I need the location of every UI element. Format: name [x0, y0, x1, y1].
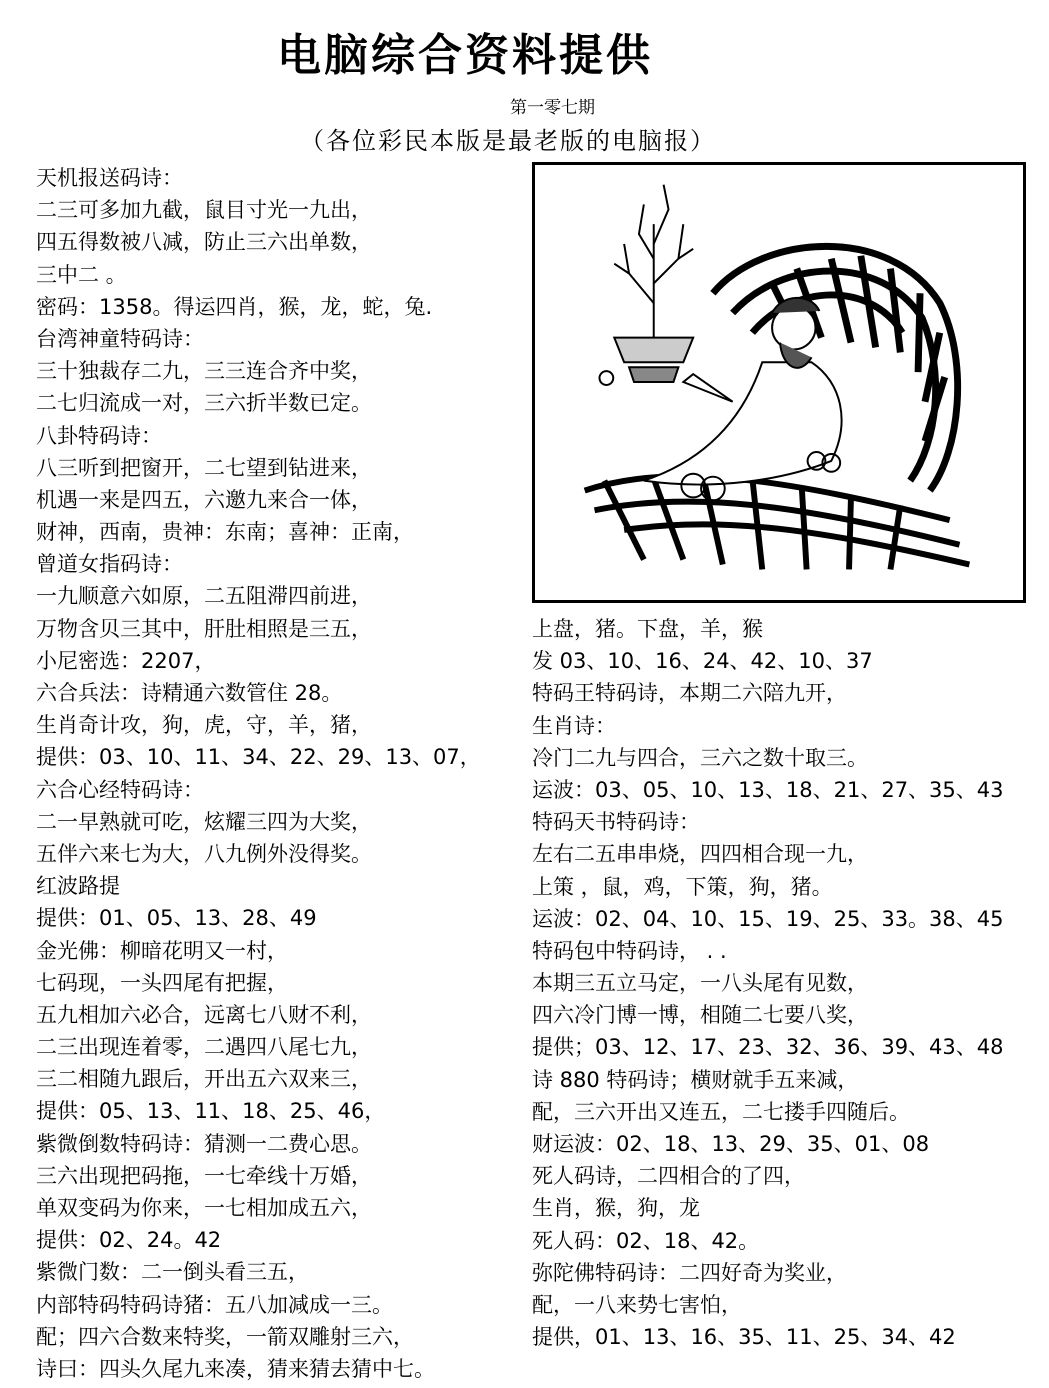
text-line: 生肖诗： — [532, 713, 616, 738]
sage-illustration — [532, 162, 1026, 603]
text-line: 冷门二九与四合，三六之数十取三。 — [532, 745, 868, 770]
text-line: 三二相随九跟后，开出五六双来三， — [36, 1067, 372, 1092]
text-line: 诗曰：四头久尾九来凑，猜来猜去猜中七。 — [36, 1356, 435, 1381]
text-line: 金光佛：柳暗花明又一村， — [36, 938, 288, 963]
text-line: 提供；03、12、17、23、32、36、39、43、48 — [532, 1035, 1004, 1060]
text-line: 红波路提 — [36, 874, 120, 899]
text-line: 提供：02、24。42 — [36, 1228, 222, 1253]
text-line: 二三可多加九截，鼠目寸光一九出， — [36, 198, 372, 223]
subtitle: （各位彩民本版是最老版的电脑报） — [300, 127, 716, 155]
text-line: 财运波：02、18、13、29、35、01、08 — [532, 1132, 930, 1156]
text-line: 生肖奇计攻，狗，虎，守，羊，猪， — [36, 713, 372, 738]
text-line: 二一早熟就可吃，炫耀三四为大奖， — [36, 809, 372, 834]
text-line: 上盘，猪。下盘，羊，猴 — [532, 617, 763, 641]
text-line: 提供，01、13、16、35、11、25、34、42 — [532, 1325, 956, 1350]
text-line: 本期三五立马定，一八头尾有见数， — [532, 971, 868, 996]
page-title: 电脑综合资料提供 — [277, 30, 653, 81]
text-line: 八卦特码诗： — [36, 423, 162, 448]
text-line: 配，一八来势七害怕， — [532, 1292, 742, 1317]
text-line: 紫微倒数特码诗：猜测一二费心思。 — [36, 1131, 372, 1156]
text-line: 提供：05、13、11、18、25、46， — [36, 1099, 386, 1124]
text-line: 小尼密选：2207， — [36, 648, 216, 673]
text-line: 一九顺意六如原，二五阻滞四前进， — [36, 584, 372, 609]
text-line: 八三听到把窗开，二七望到钻进来， — [36, 455, 372, 480]
text-line: 三十独裁存二九，三三连合齐中奖， — [36, 359, 372, 384]
text-line: 生肖，猴，狗，龙 — [532, 1196, 700, 1221]
text-line: 万物含贝三其中，肝肚相照是三五， — [36, 616, 372, 641]
left-text-column — [36, 162, 521, 1385]
text-line: 六合心经特码诗： — [36, 777, 204, 802]
text-line: 发 03、10、16、24、42、10、37 — [532, 649, 873, 674]
text-line: 左右二五串串烧，四四相合现一九， — [532, 842, 868, 867]
text-line: 三六出现把码拖，一七牵线十万婚， — [36, 1163, 372, 1188]
text-line: 紫微门数：二一倒头看三五， — [36, 1260, 309, 1285]
text-line: 二七归流成一对，三六折半数已定。 — [36, 391, 372, 416]
text-line: 机遇一来是四五，六邀九来合一体， — [36, 487, 372, 512]
text-line: 六合兵法：诗精通六数管住 28。 — [36, 681, 343, 705]
text-line: 特码天书特码诗： — [532, 810, 700, 835]
text-line: 运波：02、04、10、15、19、25、33。38、45 — [532, 906, 1004, 931]
text-line: 四六冷门博一博，相随二七要八奖， — [532, 1003, 868, 1028]
text-line: 三中二 。 — [36, 262, 127, 287]
text-line: 台湾神童特码诗： — [36, 326, 204, 351]
text-line: 配，三六开出又连五，二七搂手四随后。 — [532, 1099, 910, 1124]
text-line: 死人码：02、18、42。 — [532, 1228, 760, 1253]
text-line: 上策 ，鼠，鸡，下策，狗，猪。 — [532, 874, 833, 899]
text-line: 天机报送码诗： — [36, 166, 183, 190]
right-text-column — [532, 613, 1042, 1353]
issue-number: 第一零七期 — [510, 98, 595, 118]
text-line: 五九相加六必合，远离七八财不利， — [36, 1002, 372, 1027]
sage-with-bonsai-icon — [535, 165, 1023, 600]
text-line: 运波：03、05、10、13、18、21、27、35、43 — [532, 777, 1004, 802]
text-line: 特码包中特码诗， . . — [532, 938, 727, 963]
text-line: 七码现，一头四尾有把握， — [36, 970, 288, 995]
text-line: 提供：03、10、11、34、22、29、13、07， — [36, 745, 481, 770]
text-line: 五伴六来七为大，八九例外没得奖。 — [36, 841, 372, 866]
text-line: 曾道女指码诗： — [36, 552, 183, 577]
text-line: 四五得数被八减，防止三六出单数， — [36, 230, 372, 255]
text-line: 二三出现连着零，二遇四八尾七九， — [36, 1035, 372, 1060]
text-line: 配；四六合数来特奖，一箭双雕射三六， — [36, 1324, 414, 1349]
text-line: 弥陀佛特码诗：二四好奇为奖业， — [532, 1260, 847, 1285]
text-line: 死人码诗，二四相合的了四， — [532, 1164, 805, 1189]
text-line: 特码王特码诗，本期二六陪九开， — [532, 681, 847, 706]
text-line: 诗 880 特码诗；横财就手五来减， — [532, 1067, 859, 1092]
text-line: 内部特码特码诗猪：五八加减成一三。 — [36, 1292, 393, 1317]
text-line: 密码：1358。得运四肖，猴，龙，蛇，兔. — [36, 294, 433, 319]
text-line: 单双变码为你来，一七相加成五六， — [36, 1196, 372, 1220]
text-line: 提供：01、05、13、28、49 — [36, 906, 317, 931]
text-line: 财神，西南，贵神：东南；喜神：正南， — [36, 520, 414, 545]
